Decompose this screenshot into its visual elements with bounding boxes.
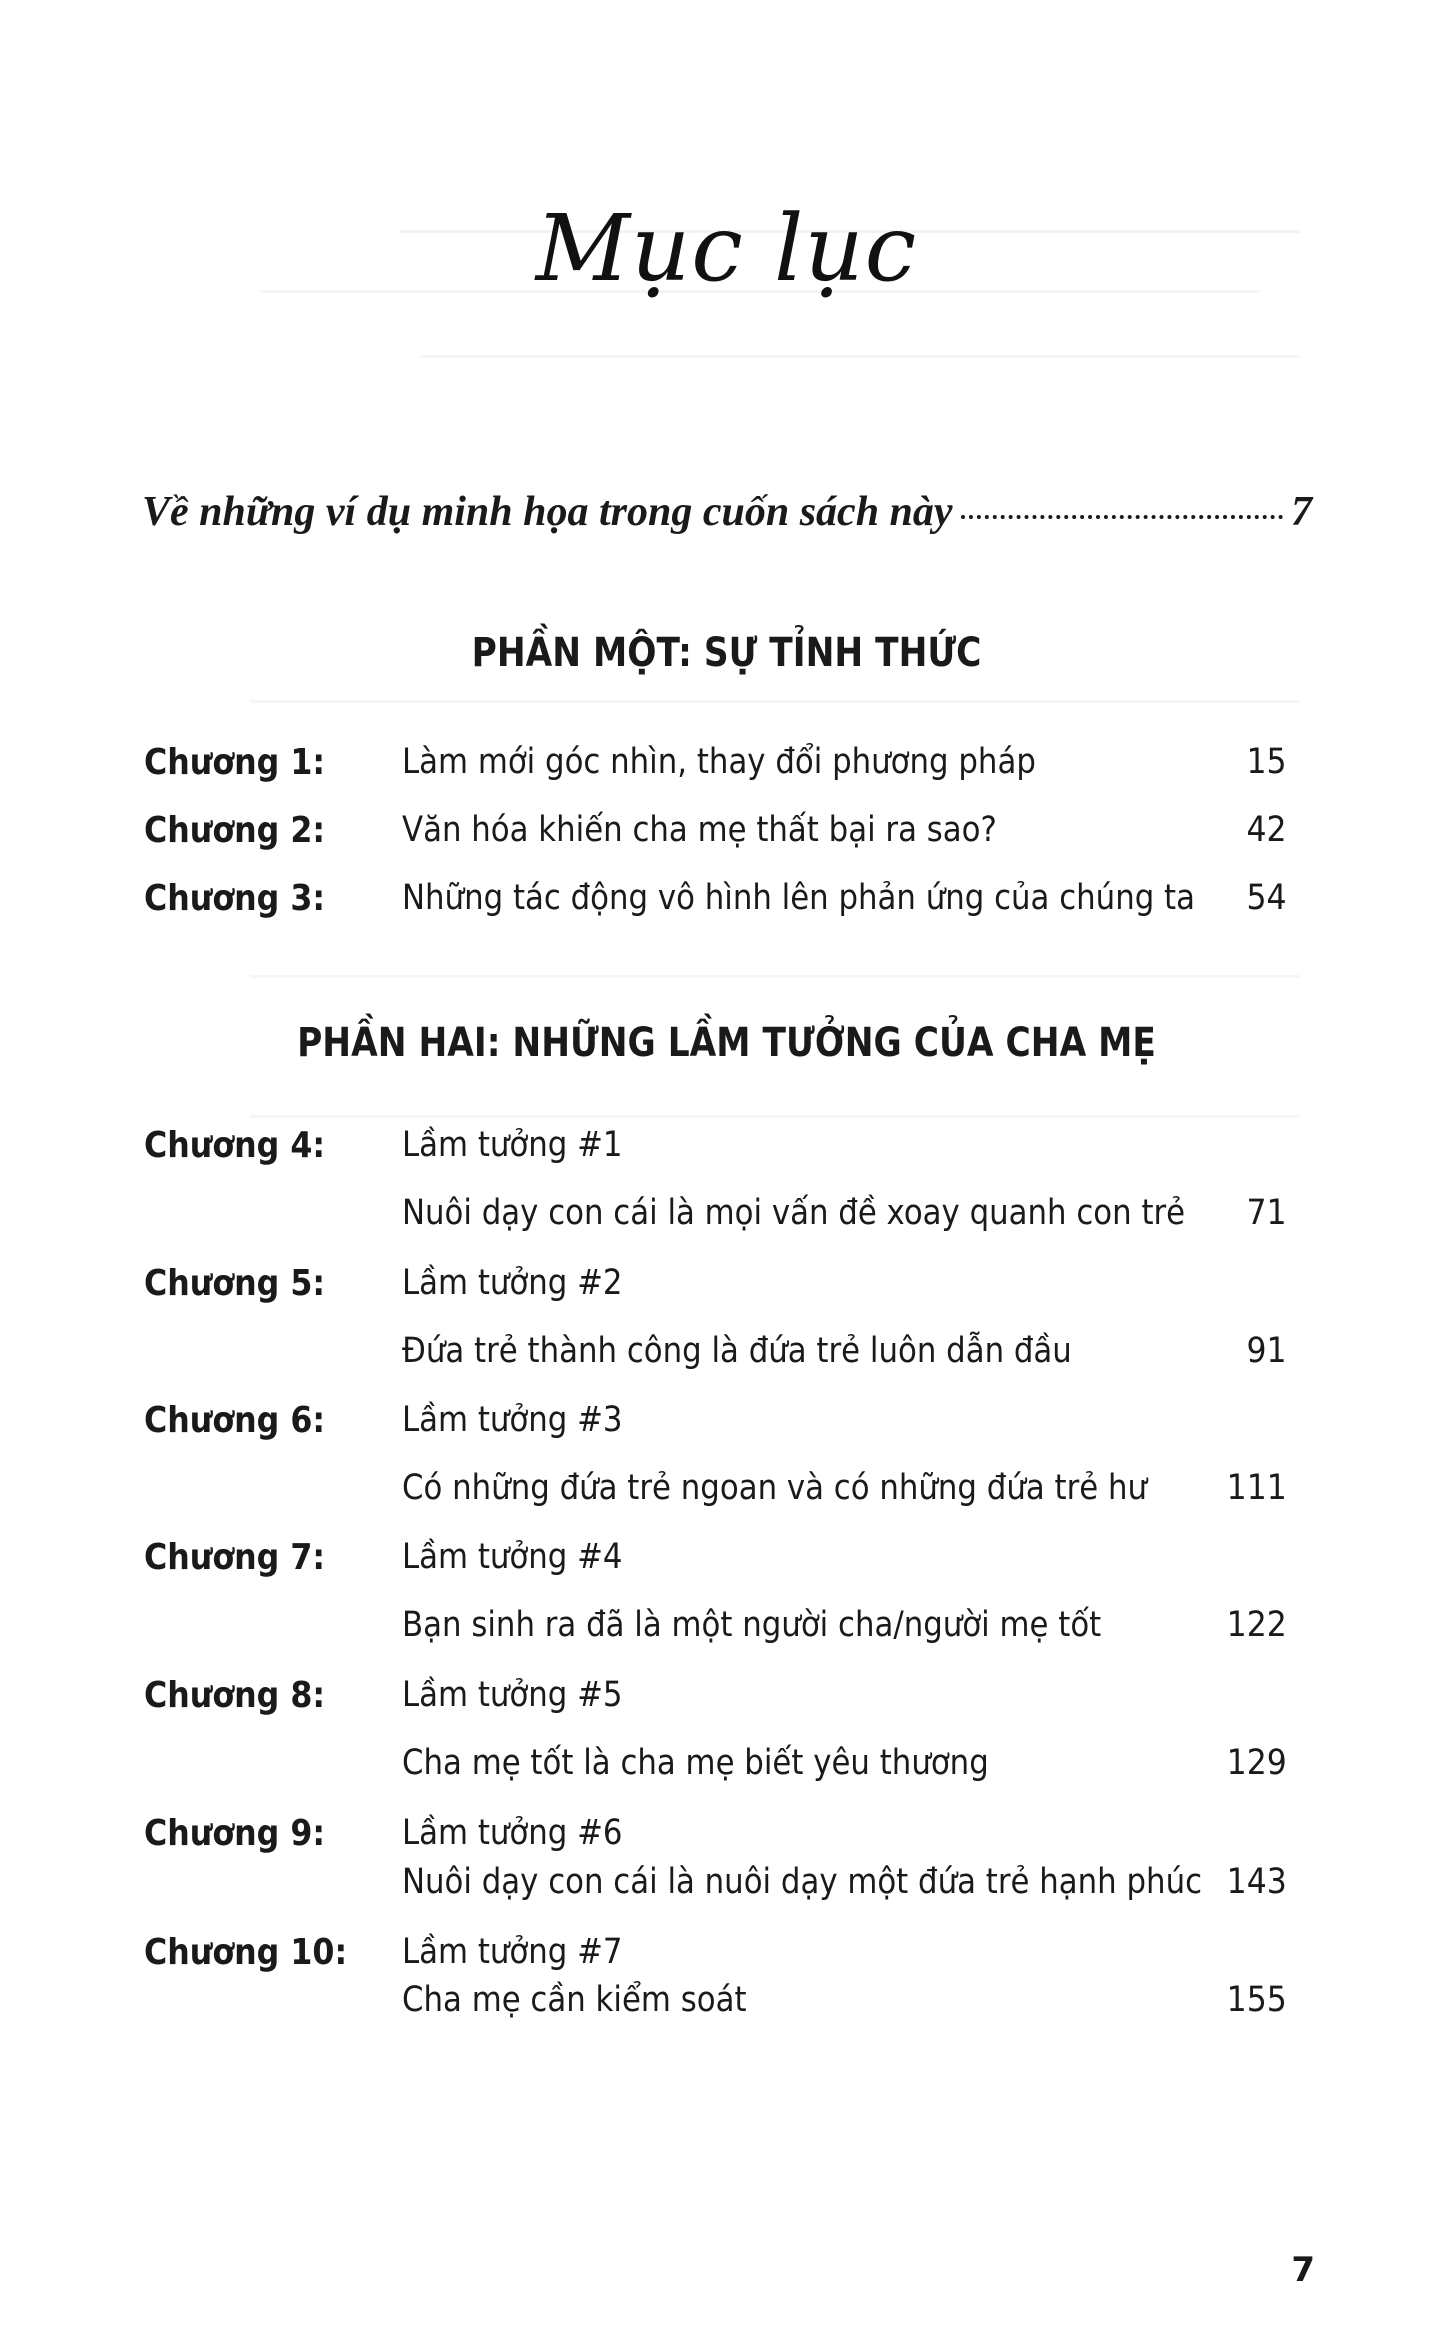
chapter-title: Làm mới góc nhìn, thay đổi phương pháp [402,742,1036,782]
chapter-title: Những tác động vô hình lên phản ứng của chúng ta [402,878,1196,918]
toc-entry-chapter-7[interactable] [0,1537,1453,1587]
chapter-title: Có những đứa trẻ ngoan và có những đứa trẻ hư [402,1468,1148,1508]
intro-entry[interactable] [142,488,1312,548]
page-number: 7 [1291,2250,1315,2290]
page-title: Mục lục [535,195,918,302]
chapter-title: Đứa trẻ thành công là đứa trẻ luôn dẫn đầu [402,1331,1072,1371]
chapter-title: Bạn sinh ra đã là một người cha/người mẹ tốt [402,1605,1102,1645]
chapter-myth: Lầm tưởng #1 [402,1125,623,1165]
toc-entry-chapter-3[interactable] [0,878,1453,928]
chapter-page: 15 [1246,742,1287,782]
chapter-title: Văn hóa khiến cha mẹ thất bại ra sao? [402,810,997,850]
toc-entry-chapter-8[interactable] [0,1675,1453,1725]
toc-entry-chapter-10-title[interactable] [0,1980,1453,2030]
toc-entry-chapter-8-title[interactable] [0,1743,1453,1793]
chapter-label: Chương 9: [144,1813,326,1854]
chapter-myth: Lầm tưởng #6 [402,1813,623,1853]
toc-entry-chapter-9[interactable] [0,1813,1453,1863]
chapter-label: Chương 8: [144,1675,326,1716]
chapter-myth: Lầm tưởng #4 [402,1537,623,1577]
toc-entry-chapter-5-title[interactable] [0,1331,1453,1381]
chapter-title: Nuôi dạy con cái là nuôi dạy một đứa trẻ hạnh phúc [402,1862,1203,1902]
toc-entry-chapter-5[interactable] [0,1263,1453,1313]
toc-entry-chapter-4[interactable] [0,1125,1453,1175]
toc-entry-chapter-4-title[interactable] [0,1193,1453,1243]
dot-leader [961,515,1283,519]
chapter-page: 129 [1226,1743,1287,1783]
chapter-label: Chương 1: [144,742,326,783]
chapter-page: 155 [1226,1980,1287,2020]
chapter-page: 71 [1246,1193,1287,1233]
chapter-label: Chương 3: [144,878,326,919]
part-one-heading: PHẦN MỘT: SỰ TỈNH THỨC [471,630,982,676]
chapter-label: Chương 2: [144,810,326,851]
chapter-myth: Lầm tưởng #3 [402,1400,623,1440]
chapter-page: 143 [1226,1862,1287,1902]
toc-entry-chapter-7-title[interactable] [0,1605,1453,1655]
toc-entry-chapter-2[interactable] [0,810,1453,860]
chapter-myth: Lầm tưởng #7 [402,1932,623,1972]
chapter-myth: Lầm tưởng #5 [402,1675,623,1715]
chapter-label: Chương 4: [144,1125,326,1166]
intro-title: Về những ví dụ minh họa trong cuốn sách này [142,489,953,535]
chapter-label: Chương 6: [144,1400,326,1441]
chapter-myth: Lầm tưởng #2 [402,1263,623,1303]
chapter-page: 122 [1226,1605,1287,1645]
chapter-label: Chương 10: [144,1932,348,1973]
toc-entry-chapter-1[interactable] [0,742,1453,792]
chapter-page: 91 [1246,1331,1287,1371]
chapter-title: Nuôi dạy con cái là mọi vấn đề xoay quanh con trẻ [402,1193,1186,1233]
chapter-label: Chương 5: [144,1263,326,1304]
part-two-heading: PHẦN HAI: NHỮNG LẦM TƯỞNG CỦA CHA MẸ [297,1020,1156,1066]
chapter-title: Cha mẹ tốt là cha mẹ biết yêu thương [402,1743,989,1783]
intro-page: 7 [1291,489,1312,535]
chapter-page: 111 [1226,1468,1287,1508]
chapter-title: Cha mẹ cần kiểm soát [402,1980,747,2020]
chapter-label: Chương 7: [144,1537,326,1578]
toc-entry-chapter-6-title[interactable] [0,1468,1453,1518]
toc-entry-chapter-6[interactable] [0,1400,1453,1450]
chapter-page: 42 [1246,810,1287,850]
toc-entry-chapter-9-title[interactable] [0,1862,1453,1912]
chapter-page: 54 [1246,878,1287,918]
toc-entry-chapter-10[interactable] [0,1932,1453,1982]
